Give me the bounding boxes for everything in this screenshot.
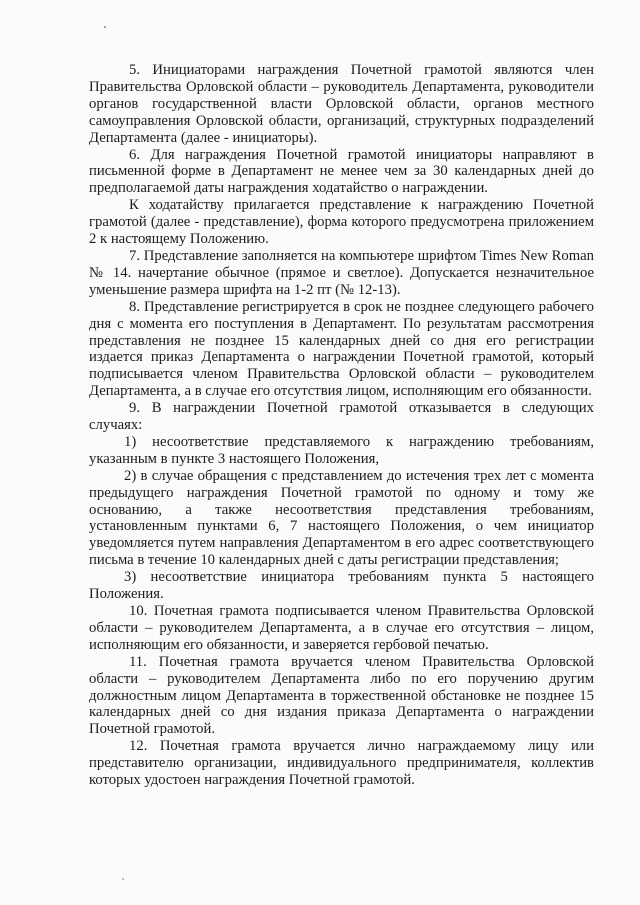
paragraph-6-attachment: К ходатайству прилагается представление к награждению Почетной грамотой (далее - представление), форма которого предусмотрена приложением 2 к настоящему Положению. (89, 197, 594, 248)
paragraph-12: 12. Почетная грамота вручается лично награждаемому лицу или представителю организации, индивидуального предпринимателя, коллектив которых удостоен награждения Почетной грамотой. (89, 738, 594, 789)
paragraph-11: 11. Почетная грамота вручается членом Правительства Орловской области – руководителем Департамента либо по его поручению другим должностным лицом Департамента в торжественной обстановке не позднее 15 календарных дней со дня издания приказа Департамента о награждении Почетной грамотой. (89, 653, 594, 738)
list-item-2: 2) в случае обращения с представлением до истечения трех лет с момента предыдущего награждения Почетной грамотой по одному и тому же основанию, а также несоответствия представления требованиям, установленным пунктами 6, 7 настоящего Положения, о чем инициатор уведомляется путем направления Департаментом в его адрес соответствующего письма в течение 10 календарных дней с даты регистрации представления; (89, 467, 594, 569)
paragraph-9: 9. В награждении Почетной грамотой отказывается в следующих случаях: (89, 400, 594, 434)
paragraph-7: 7. Представление заполняется на компьютере шрифтом Times New Roman № 14. начертание обычное (прямое и светлое). Допускается незначительное уменьшение размера шрифта на 1-2 пт (№ 12-13). (89, 247, 594, 298)
list-item-3: 3) несоответствие инициатора требованиям пункта 5 настоящего Положения. (89, 569, 594, 603)
paragraph-8: 8. Представление регистрируется в срок не позднее следующего рабочего дня с момента его поступления в Департамент. По результатам рассмотрения представления не позднее 15 календарных дней со дня его регистрации издается приказ Департамента о награждении Почетной грамотой, который подписывается членом Правительства Орловской области – руководителем Департамента, а в случае его отсутствия лицом, исполняющим его обязанности. (89, 298, 594, 400)
document-body (89, 62, 594, 789)
scan-speck-bottom (122, 878, 124, 880)
scan-speck (104, 26, 106, 28)
paragraph-5: 5. Инициаторами награждения Почетной грамотой являются член Правительства Орловской области – руководитель Департамента, руководители органов государственной власти Орловской области, органов местного самоуправления Орловской области, организаций, структурных подразделений Департамента (далее - инициаторы). (89, 62, 594, 146)
paragraph-10: 10. Почетная грамота подписывается членом Правительства Орловской области – руководителем Департамента, а в случае его отсутствия – лицом, исполняющим его обязанности, и заверяется гербовой печатью. (89, 603, 594, 653)
paragraph-6: 6. Для награждения Почетной грамотой инициаторы направляют в письменной форме в Департамент не менее чем за 30 календарных дней до предполагаемой даты награждения ходатайство о награждении. (89, 146, 594, 197)
list-item-1: 1) несоответствие представляемого к награждению требованиям, указанным в пункте 3 настоящего Положения, (89, 433, 594, 467)
